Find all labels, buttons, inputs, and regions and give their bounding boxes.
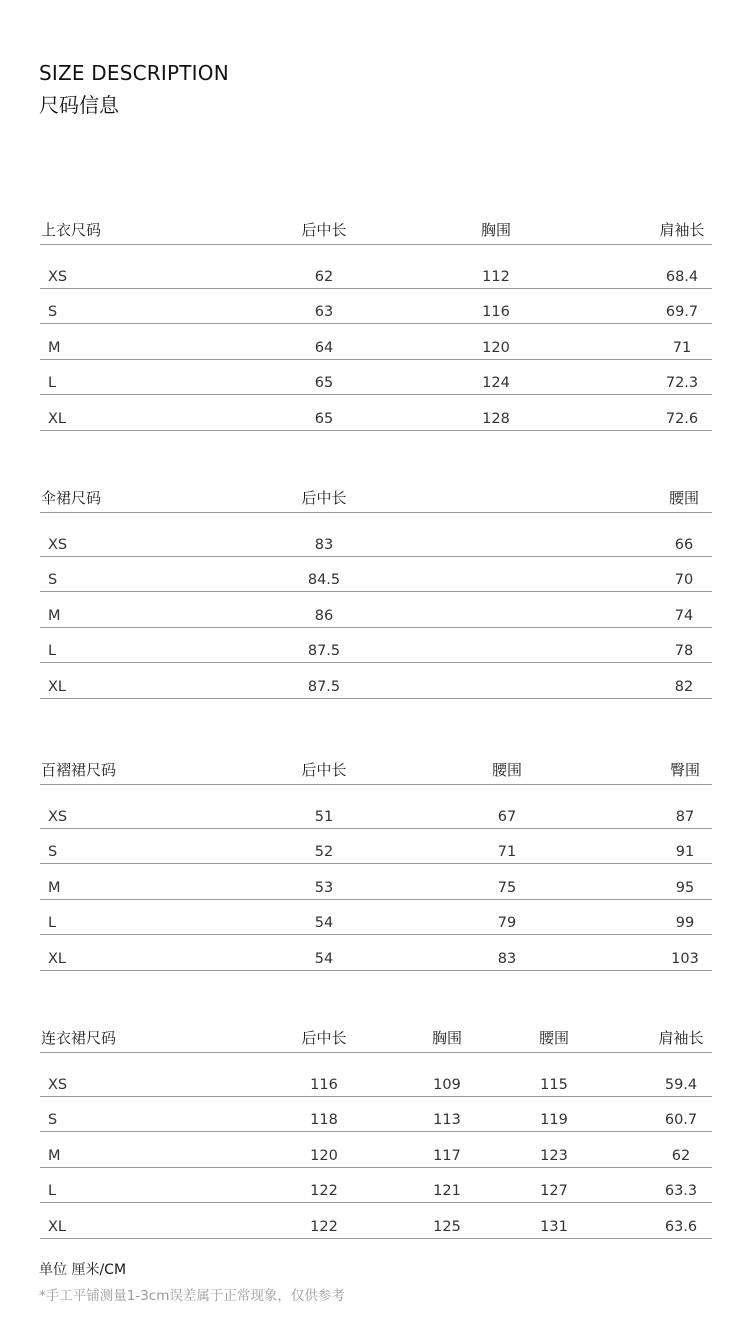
measurement-note: *手工平铺测量1-3cm误差属于正常现象，仅供参考 (39, 1288, 345, 1304)
size-label: M (48, 1147, 61, 1164)
table-row (40, 324, 712, 360)
table-cell: 112 (482, 268, 510, 285)
table-row (40, 395, 712, 431)
table-row (40, 1097, 712, 1133)
table-cell: 83 (497, 950, 517, 967)
table-cell: 54 (314, 950, 334, 967)
size-label: XL (48, 950, 67, 967)
table-cell: 60.7 (664, 1112, 698, 1128)
table-cell: 117 (433, 1147, 461, 1164)
table-cell: 84.5 (307, 572, 341, 588)
table-cell: 120 (310, 1147, 338, 1164)
column-header: 上衣尺码 (41, 221, 102, 239)
size-label: L (48, 643, 57, 659)
size-label: L (48, 915, 57, 931)
table-cell: 127 (540, 1183, 568, 1199)
top-size-table (40, 216, 712, 431)
table-cell: 86 (314, 607, 334, 624)
table-cell: 128 (482, 410, 510, 427)
table-cell: 116 (482, 304, 510, 320)
dress-size-table (40, 1024, 712, 1239)
table-cell: 122 (310, 1218, 338, 1235)
table-row (40, 864, 712, 900)
table-cell: 52 (314, 844, 334, 860)
table-row (40, 935, 712, 971)
table-cell: 119 (540, 1112, 568, 1128)
table-cell: 68.4 (665, 268, 699, 285)
size-label: XS (48, 268, 68, 285)
column-header: 连衣裙尺码 (41, 1029, 117, 1047)
table-cell: 67 (497, 808, 517, 825)
size-label: XS (48, 536, 68, 553)
size-label: M (48, 879, 61, 896)
size-label: L (48, 375, 57, 391)
table-row (40, 289, 712, 325)
table-cell: 75 (497, 879, 517, 896)
table-row (40, 793, 712, 829)
table-cell: 113 (433, 1112, 461, 1128)
column-header: 后中长 (301, 761, 347, 779)
table-cell: 65 (314, 410, 334, 427)
table-cell: 74 (674, 607, 694, 624)
column-header: 腰围 (668, 489, 700, 507)
column-header: 百褶裙尺码 (41, 761, 117, 779)
size-label: XL (48, 678, 67, 695)
table-cell: 78 (674, 643, 694, 659)
table-cell: 82 (674, 678, 694, 695)
table-cell: 121 (433, 1183, 461, 1199)
table-cell: 51 (314, 808, 334, 825)
table-cell: 120 (482, 339, 510, 356)
size-label: M (48, 339, 61, 356)
table-cell: 109 (433, 1076, 461, 1093)
table-cell: 91 (675, 844, 695, 860)
page-title-cn: 尺码信息 (39, 93, 119, 117)
table-row (40, 360, 712, 396)
table-cell: 69.7 (665, 304, 699, 320)
size-label: XL (48, 1218, 67, 1235)
size-label: S (48, 572, 58, 588)
column-header: 胸围 (480, 221, 512, 239)
table-cell: 123 (540, 1147, 568, 1164)
table-cell: 125 (433, 1218, 461, 1235)
page-title-en: SIZE DESCRIPTION (39, 61, 229, 85)
table-cell: 70 (674, 572, 694, 588)
table-cell: 53 (314, 879, 334, 896)
table-cell: 65 (314, 375, 334, 391)
size-label: M (48, 607, 61, 624)
table-header (40, 756, 712, 785)
table-cell: 62 (314, 268, 334, 285)
table-row (40, 253, 712, 289)
table-cell: 63 (314, 304, 334, 320)
column-header: 后中长 (301, 489, 347, 507)
table-cell: 59.4 (664, 1076, 698, 1093)
table-cell: 116 (310, 1076, 338, 1093)
table-cell: 54 (314, 915, 334, 931)
table-cell: 71 (497, 844, 517, 860)
column-header: 肩袖长 (658, 1029, 704, 1047)
column-header: 后中长 (301, 221, 347, 239)
table-cell: 71 (672, 339, 692, 356)
size-label: L (48, 1183, 57, 1199)
table-row (40, 1061, 712, 1097)
column-header: 腰围 (491, 761, 523, 779)
table-cell: 99 (675, 915, 695, 931)
umbrella-skirt-size-table (40, 484, 712, 699)
size-label: S (48, 1112, 58, 1128)
table-cell: 87.5 (307, 678, 341, 695)
table-row (40, 1132, 712, 1168)
table-cell: 83 (314, 536, 334, 553)
column-header: 肩袖长 (659, 221, 705, 239)
table-cell: 79 (497, 915, 517, 931)
table-cell: 62 (671, 1147, 691, 1164)
pleated-skirt-size-table (40, 756, 712, 971)
column-header: 胸围 (431, 1029, 463, 1047)
table-row (40, 829, 712, 865)
table-header (40, 484, 712, 513)
table-header (40, 216, 712, 245)
column-header: 腰围 (538, 1029, 570, 1047)
table-row (40, 557, 712, 593)
table-cell: 103 (671, 950, 699, 967)
column-header: 伞裙尺码 (41, 489, 102, 507)
table-cell: 115 (540, 1076, 568, 1093)
table-row (40, 663, 712, 699)
size-label: S (48, 304, 58, 320)
table-row (40, 592, 712, 628)
size-label: XL (48, 410, 67, 427)
column-header: 后中长 (301, 1029, 347, 1047)
table-cell: 63.6 (664, 1218, 698, 1235)
table-row (40, 900, 712, 936)
table-row (40, 1168, 712, 1204)
size-label: XS (48, 808, 68, 825)
column-header: 臀围 (669, 761, 701, 779)
size-label: XS (48, 1076, 68, 1093)
table-cell: 122 (310, 1183, 338, 1199)
table-cell: 131 (540, 1218, 568, 1235)
table-cell: 95 (675, 879, 695, 896)
table-header (40, 1024, 712, 1053)
table-cell: 87.5 (307, 643, 341, 659)
table-row (40, 521, 712, 557)
table-cell: 64 (314, 339, 334, 356)
table-cell: 72.6 (665, 410, 699, 427)
table-cell: 87 (675, 808, 695, 825)
table-cell: 124 (482, 375, 510, 391)
table-cell: 118 (310, 1112, 338, 1128)
unit-label: 单位 厘米/CM (39, 1262, 127, 1278)
table-row (40, 628, 712, 664)
table-cell: 66 (674, 536, 694, 553)
table-cell: 72.3 (665, 375, 699, 391)
table-row (40, 1203, 712, 1239)
table-cell: 63.3 (664, 1183, 698, 1199)
size-label: S (48, 844, 58, 860)
